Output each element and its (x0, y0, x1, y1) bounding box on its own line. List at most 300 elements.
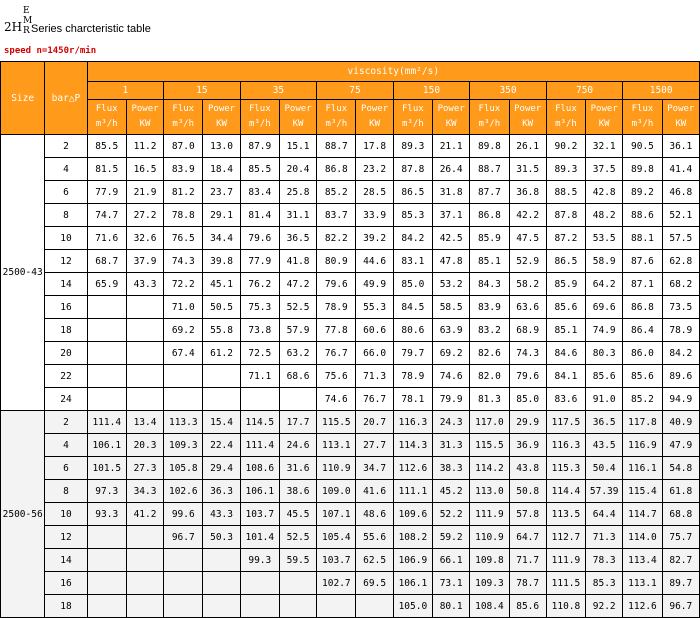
flux-cell: 85.6 (623, 365, 662, 388)
flux-cell: 117.0 (470, 411, 509, 434)
flux-cell: 81.3 (470, 388, 509, 411)
flux-cell (317, 595, 356, 618)
bar-cell: 4 (45, 434, 87, 457)
power-cell: 53.5 (586, 227, 623, 250)
power-cell: 78.7 (509, 572, 546, 595)
flux-cell: 115.3 (546, 457, 585, 480)
flux-cell: 85.5 (87, 135, 126, 158)
flux-cell: 109.3 (470, 572, 509, 595)
power-cell: 36.1 (662, 135, 699, 158)
power-cell: 29.9 (509, 411, 546, 434)
power-cell: 82.7 (662, 549, 699, 572)
power-cell: 52.5 (279, 526, 316, 549)
flux-cell: 85.6 (546, 296, 585, 319)
power-cell: 47.9 (662, 434, 699, 457)
power-cell: 24.6 (279, 434, 316, 457)
power-cell: 47.5 (509, 227, 546, 250)
power-cell: 71.3 (586, 526, 623, 549)
bar-cell: 12 (45, 250, 87, 273)
power-cell: 96.7 (662, 595, 699, 618)
power-cell: 39.8 (203, 250, 240, 273)
power-cell (126, 296, 163, 319)
flux-cell: 106.1 (240, 480, 279, 503)
size-header: Size (1, 62, 45, 135)
flux-cell: 90.2 (546, 135, 585, 158)
flux-cell: 88.5 (546, 181, 585, 204)
flux-cell: 84.2 (393, 227, 432, 250)
power-cell: 79.9 (433, 388, 470, 411)
flux-cell (240, 595, 279, 618)
power-header: Power KW (586, 100, 623, 135)
power-cell: 52.5 (279, 296, 316, 319)
flux-cell: 115.4 (623, 480, 662, 503)
power-cell: 50.8 (509, 480, 546, 503)
flux-cell: 65.9 (87, 273, 126, 296)
power-cell: 63.6 (509, 296, 546, 319)
flux-cell: 89.3 (393, 135, 432, 158)
flux-cell: 89.8 (470, 135, 509, 158)
flux-cell: 68.7 (87, 250, 126, 273)
flux-cell: 112.6 (623, 595, 662, 618)
flux-header: Flux m³/h (546, 100, 585, 135)
flux-cell: 109.3 (164, 434, 203, 457)
power-cell: 45.2 (433, 480, 470, 503)
flux-cell: 96.7 (164, 526, 203, 549)
power-cell: 71.7 (509, 549, 546, 572)
power-cell: 33.9 (356, 204, 393, 227)
flux-cell: 108.4 (470, 595, 509, 618)
flux-cell: 71.0 (164, 296, 203, 319)
flux-cell: 78.1 (393, 388, 432, 411)
flux-cell: 111.9 (470, 503, 509, 526)
table-row (1, 549, 700, 572)
power-cell: 15.1 (279, 135, 316, 158)
bar-cell: 18 (45, 595, 87, 618)
power-cell: 60.6 (356, 319, 393, 342)
table-row (1, 135, 700, 158)
power-cell: 89.6 (662, 365, 699, 388)
flux-cell: 113.0 (470, 480, 509, 503)
flux-cell (87, 342, 126, 365)
power-cell: 57.39 (586, 480, 623, 503)
power-cell: 15.4 (203, 411, 240, 434)
flux-cell: 110.9 (317, 457, 356, 480)
power-cell (203, 595, 240, 618)
flux-cell: 112.7 (546, 526, 585, 549)
power-cell: 74.3 (509, 342, 546, 365)
flux-cell: 74.7 (87, 204, 126, 227)
flux-cell: 113.1 (623, 572, 662, 595)
power-cell: 55.8 (203, 319, 240, 342)
power-cell: 47.2 (279, 273, 316, 296)
power-cell (126, 549, 163, 572)
power-cell: 62.5 (356, 549, 393, 572)
flux-cell: 85.1 (470, 250, 509, 273)
viscosity-value-header: 1500 (623, 82, 700, 100)
flux-cell: 78.9 (393, 365, 432, 388)
flux-cell: 86.4 (623, 319, 662, 342)
power-cell: 41.2 (126, 503, 163, 526)
flux-cell: 113.1 (317, 434, 356, 457)
power-header: Power KW (662, 100, 699, 135)
power-cell: 36.5 (586, 411, 623, 434)
flux-cell: 116.1 (623, 457, 662, 480)
flux-cell: 85.1 (546, 319, 585, 342)
power-cell: 66.1 (433, 549, 470, 572)
flux-header: Flux m³/h (393, 100, 432, 135)
power-cell: 68.2 (662, 273, 699, 296)
viscosity-value-header: 15 (164, 82, 241, 100)
power-cell: 69.6 (586, 296, 623, 319)
power-cell: 50.4 (586, 457, 623, 480)
flux-cell: 106.9 (393, 549, 432, 572)
flux-cell: 82.0 (470, 365, 509, 388)
flux-cell: 90.5 (623, 135, 662, 158)
flux-cell: 114.5 (240, 411, 279, 434)
bar-cell: 8 (45, 204, 87, 227)
flux-cell: 77.9 (87, 181, 126, 204)
model-cell: 2500-56 (1, 411, 45, 618)
power-cell (126, 365, 163, 388)
flux-cell: 114.0 (623, 526, 662, 549)
flux-cell: 80.9 (317, 250, 356, 273)
power-cell: 40.9 (662, 411, 699, 434)
flux-cell: 74.6 (317, 388, 356, 411)
speed-note: speed n=1450r/min (4, 46, 97, 56)
flux-cell: 75.3 (240, 296, 279, 319)
power-cell: 61.8 (662, 480, 699, 503)
flux-cell: 72.5 (240, 342, 279, 365)
flux-cell: 101.4 (240, 526, 279, 549)
flux-cell: 71.1 (240, 365, 279, 388)
flux-cell: 88.7 (470, 158, 509, 181)
flux-header: Flux m³/h (87, 100, 126, 135)
flux-cell: 112.6 (393, 457, 432, 480)
bar-cell: 6 (45, 457, 87, 480)
flux-cell: 102.7 (317, 572, 356, 595)
title-text: Series charcteristic table (31, 23, 151, 35)
flux-cell: 105.8 (164, 457, 203, 480)
flux-cell: 81.5 (87, 158, 126, 181)
flux-cell: 84.3 (470, 273, 509, 296)
power-cell: 59.5 (279, 549, 316, 572)
bar-cell: 10 (45, 227, 87, 250)
flux-cell: 115.5 (470, 434, 509, 457)
flux-cell: 111.5 (546, 572, 585, 595)
power-cell (126, 526, 163, 549)
power-cell: 34.4 (203, 227, 240, 250)
characteristic-table (0, 61, 700, 618)
power-cell: 61.2 (203, 342, 240, 365)
flux-cell: 87.7 (470, 181, 509, 204)
flux-cell: 86.8 (317, 158, 356, 181)
flux-cell: 110.8 (546, 595, 585, 618)
power-cell: 66.0 (356, 342, 393, 365)
power-cell: 20.3 (126, 434, 163, 457)
power-cell: 68.9 (509, 319, 546, 342)
power-header: Power KW (509, 100, 546, 135)
power-cell: 48.2 (586, 204, 623, 227)
power-cell: 58.2 (509, 273, 546, 296)
flux-cell: 84.5 (393, 296, 432, 319)
power-cell: 22.4 (203, 434, 240, 457)
flux-cell: 109.8 (470, 549, 509, 572)
power-header: Power KW (356, 100, 393, 135)
flux-cell: 101.5 (87, 457, 126, 480)
flux-cell: 83.2 (470, 319, 509, 342)
power-cell: 64.4 (586, 503, 623, 526)
flux-cell (87, 526, 126, 549)
power-cell: 41.4 (662, 158, 699, 181)
flux-cell: 87.8 (546, 204, 585, 227)
power-cell (279, 572, 316, 595)
power-cell: 45.5 (279, 503, 316, 526)
power-cell: 23.7 (203, 181, 240, 204)
flux-cell: 105.0 (393, 595, 432, 618)
flux-cell: 117.5 (546, 411, 585, 434)
flux-cell: 67.4 (164, 342, 203, 365)
power-cell: 48.6 (356, 503, 393, 526)
flux-cell: 87.9 (240, 135, 279, 158)
power-cell (279, 388, 316, 411)
power-cell: 42.8 (586, 181, 623, 204)
flux-cell: 82.6 (470, 342, 509, 365)
power-cell (356, 595, 393, 618)
power-header: Power KW (203, 100, 240, 135)
power-cell: 49.9 (356, 273, 393, 296)
flux-cell: 77.8 (317, 319, 356, 342)
power-header: Power KW (433, 100, 470, 135)
power-cell: 36.3 (203, 480, 240, 503)
power-cell: 43.5 (586, 434, 623, 457)
bar-cell: 2 (45, 135, 87, 158)
power-cell: 68.8 (662, 503, 699, 526)
power-cell: 28.5 (356, 181, 393, 204)
power-cell: 37.1 (433, 204, 470, 227)
bar-cell: 14 (45, 549, 87, 572)
power-cell: 31.6 (279, 457, 316, 480)
flux-cell: 85.5 (240, 158, 279, 181)
flux-cell: 108.2 (393, 526, 432, 549)
flux-cell: 77.9 (240, 250, 279, 273)
bar-cell: 12 (45, 526, 87, 549)
flux-cell: 85.2 (623, 388, 662, 411)
power-cell: 59.2 (433, 526, 470, 549)
table-row (1, 365, 700, 388)
flux-cell (164, 549, 203, 572)
power-header: Power KW (126, 100, 163, 135)
power-cell: 89.7 (662, 572, 699, 595)
flux-cell: 83.7 (317, 204, 356, 227)
flux-cell (87, 572, 126, 595)
power-cell: 94.9 (662, 388, 699, 411)
power-cell: 42.2 (509, 204, 546, 227)
power-cell: 32.1 (586, 135, 623, 158)
power-cell: 21.9 (126, 181, 163, 204)
power-cell: 73.5 (662, 296, 699, 319)
flux-cell: 102.6 (164, 480, 203, 503)
power-cell: 45.1 (203, 273, 240, 296)
power-cell: 47.8 (433, 250, 470, 273)
flux-cell: 114.7 (623, 503, 662, 526)
table-row (1, 227, 700, 250)
bar-header: bar△P (45, 62, 87, 135)
power-cell: 36.8 (509, 181, 546, 204)
table-row (1, 572, 700, 595)
power-cell: 27.2 (126, 204, 163, 227)
power-cell: 80.1 (433, 595, 470, 618)
table-row (1, 296, 700, 319)
flux-cell: 78.8 (164, 204, 203, 227)
power-cell: 31.3 (433, 434, 470, 457)
power-cell (126, 319, 163, 342)
flux-cell: 99.3 (240, 549, 279, 572)
flux-cell (87, 388, 126, 411)
power-cell: 62.8 (662, 250, 699, 273)
power-cell: 39.2 (356, 227, 393, 250)
table-row (1, 158, 700, 181)
flux-cell: 76.5 (164, 227, 203, 250)
flux-cell: 103.7 (240, 503, 279, 526)
power-cell: 54.8 (662, 457, 699, 480)
flux-header: Flux m³/h (164, 100, 203, 135)
power-cell (126, 342, 163, 365)
flux-cell: 93.3 (87, 503, 126, 526)
power-cell: 46.8 (662, 181, 699, 204)
power-cell (279, 595, 316, 618)
power-cell: 27.7 (356, 434, 393, 457)
flux-cell: 85.0 (393, 273, 432, 296)
flux-cell: 110.9 (470, 526, 509, 549)
power-cell (126, 595, 163, 618)
flux-cell: 86.8 (470, 204, 509, 227)
power-cell: 52.9 (509, 250, 546, 273)
power-cell: 13.4 (126, 411, 163, 434)
flux-cell: 113.5 (546, 503, 585, 526)
power-cell: 11.2 (126, 135, 163, 158)
flux-cell: 89.8 (623, 158, 662, 181)
flux-cell: 105.4 (317, 526, 356, 549)
power-cell: 80.3 (586, 342, 623, 365)
flux-cell: 75.6 (317, 365, 356, 388)
viscosity-value-header: 35 (240, 82, 317, 100)
flux-cell: 106.1 (87, 434, 126, 457)
flux-cell (164, 595, 203, 618)
power-cell: 38.3 (433, 457, 470, 480)
table-row (1, 250, 700, 273)
table-title (4, 6, 304, 46)
power-cell: 27.3 (126, 457, 163, 480)
viscosity-header: viscosity(mm²/s) (87, 62, 699, 82)
flux-cell: 69.2 (164, 319, 203, 342)
bar-cell: 20 (45, 342, 87, 365)
power-cell: 26.1 (509, 135, 546, 158)
power-cell: 18.4 (203, 158, 240, 181)
flux-cell: 88.7 (317, 135, 356, 158)
bar-cell: 8 (45, 480, 87, 503)
flux-cell: 116.3 (393, 411, 432, 434)
flux-cell: 87.0 (164, 135, 203, 158)
power-cell: 63.2 (279, 342, 316, 365)
flux-cell: 115.5 (317, 411, 356, 434)
flux-cell (164, 388, 203, 411)
power-cell: 29.1 (203, 204, 240, 227)
flux-cell: 97.3 (87, 480, 126, 503)
table-row (1, 595, 700, 618)
flux-cell: 87.1 (623, 273, 662, 296)
power-cell: 69.2 (433, 342, 470, 365)
flux-cell: 114.4 (546, 480, 585, 503)
flux-cell: 89.2 (623, 181, 662, 204)
power-cell (126, 572, 163, 595)
flux-cell: 109.6 (393, 503, 432, 526)
power-cell: 85.6 (586, 365, 623, 388)
power-cell: 53.2 (433, 273, 470, 296)
flux-cell: 117.8 (623, 411, 662, 434)
power-cell: 74.6 (433, 365, 470, 388)
flux-cell: 111.4 (87, 411, 126, 434)
power-cell: 64.7 (509, 526, 546, 549)
flux-cell: 82.2 (317, 227, 356, 250)
power-cell: 31.8 (433, 181, 470, 204)
power-cell: 55.3 (356, 296, 393, 319)
flux-cell: 85.9 (470, 227, 509, 250)
viscosity-value-header: 750 (546, 82, 623, 100)
flux-cell: 83.6 (546, 388, 585, 411)
table-row (1, 526, 700, 549)
power-cell: 57.9 (279, 319, 316, 342)
power-cell: 23.2 (356, 158, 393, 181)
power-cell: 76.7 (356, 388, 393, 411)
flux-cell: 83.9 (470, 296, 509, 319)
power-cell: 36.5 (279, 227, 316, 250)
flux-cell: 106.1 (393, 572, 432, 595)
flux-cell: 72.2 (164, 273, 203, 296)
power-cell: 26.4 (433, 158, 470, 181)
table-row (1, 204, 700, 227)
flux-cell: 111.9 (546, 549, 585, 572)
flux-cell: 84.1 (546, 365, 585, 388)
bar-cell: 14 (45, 273, 87, 296)
flux-cell: 78.9 (317, 296, 356, 319)
flux-cell: 79.6 (317, 273, 356, 296)
flux-cell: 86.5 (546, 250, 585, 273)
power-cell: 32.6 (126, 227, 163, 250)
power-cell: 50.5 (203, 296, 240, 319)
power-cell (203, 388, 240, 411)
table-row (1, 319, 700, 342)
table-row (1, 457, 700, 480)
flux-cell: 88.6 (623, 204, 662, 227)
bar-cell: 16 (45, 296, 87, 319)
flux-header: Flux m³/h (470, 100, 509, 135)
power-cell: 92.2 (586, 595, 623, 618)
flux-cell: 89.3 (546, 158, 585, 181)
flux-cell: 113.4 (623, 549, 662, 572)
flux-cell: 85.9 (546, 273, 585, 296)
power-cell: 44.6 (356, 250, 393, 273)
power-cell: 63.9 (433, 319, 470, 342)
flux-cell: 76.7 (317, 342, 356, 365)
viscosity-value-header: 150 (393, 82, 470, 100)
power-cell: 43.3 (203, 503, 240, 526)
flux-cell: 83.4 (240, 181, 279, 204)
flux-cell (164, 572, 203, 595)
bar-cell: 24 (45, 388, 87, 411)
power-cell: 29.4 (203, 457, 240, 480)
flux-cell: 107.1 (317, 503, 356, 526)
flux-cell (164, 365, 203, 388)
